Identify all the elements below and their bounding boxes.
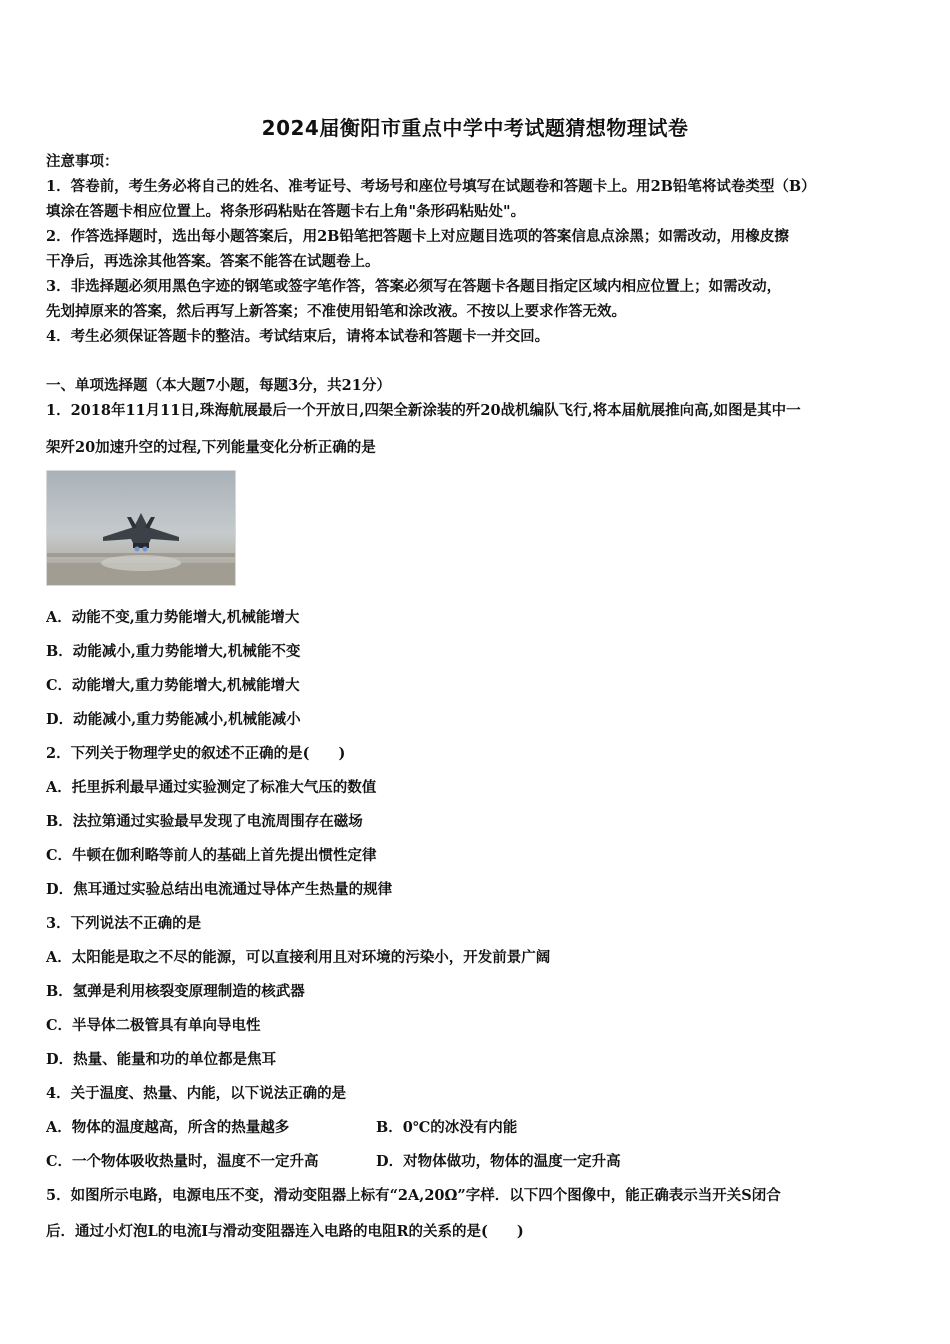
question-1-option-d: D．动能减小,重力势能减小,机械能减小 bbox=[46, 711, 301, 728]
question-1-option-c: C．动能增大,重力势能增大,机械能增大 bbox=[46, 677, 300, 694]
page-title: 2024届衡阳市重点中学中考试题猜想物理试卷 bbox=[261, 116, 689, 140]
question-2-stem: 2．下列关于物理学史的叙述不正确的是( ) bbox=[46, 745, 346, 762]
notice-line: 1．答卷前，考生务必将自己的姓名、准考证号、考场号和座位号填写在试题卷和答题卡上。用2B铅笔将试卷类型（B） bbox=[46, 178, 816, 195]
question-2-option-d: D．焦耳通过实验总结出电流通过导体产生热量的规律 bbox=[46, 881, 393, 898]
fighter-jet-photo bbox=[46, 470, 236, 586]
notice-line: 先划掉原来的答案，然后再写上新答案；不准使用铅笔和涂改液。不按以上要求作答无效。 bbox=[46, 303, 626, 320]
question-1-option-a: A．动能不变,重力势能增大,机械能增大 bbox=[46, 609, 300, 626]
question-1-stem: 1．2018年11月11日,珠海航展最后一个开放日,四架全新涂装的歼20战机编队飞行,将本届航展推向高,如图是其中一 bbox=[46, 402, 801, 419]
question-4-option-c: C．一个物体吸收热量时，温度不一定升高 bbox=[46, 1153, 319, 1170]
question-4-option-b: B．0℃的冰没有内能 bbox=[376, 1119, 518, 1136]
question-3-option-d: D．热量、能量和功的单位都是焦耳 bbox=[46, 1051, 277, 1068]
notice-line: 干净后，再选涂其他答案。答案不能答在试题卷上。 bbox=[46, 253, 380, 270]
question-1-stem: 架歼20加速升空的过程,下列能量变化分析正确的是 bbox=[46, 439, 376, 456]
question-3-option-c: C．半导体二极管具有单向导电性 bbox=[46, 1017, 261, 1034]
notice-line: 填涂在答题卡相应位置上。将条形码粘贴在答题卡右上角"条形码粘贴处"。 bbox=[46, 203, 526, 220]
question-3-option-a: A．太阳能是取之不尽的能源，可以直接利用且对环境的污染小，开发前景广阔 bbox=[46, 949, 551, 966]
question-5-stem: 5．如图所示电路，电源电压不变，滑动变阻器上标有“2A,20Ω”字样．以下四个图像中，能正确表示当开关S闭合 bbox=[46, 1187, 781, 1204]
question-1-option-b: B．动能减小,重力势能增大,机械能不变 bbox=[46, 643, 301, 660]
notice-heading: 注意事项： bbox=[46, 153, 119, 170]
question-3-option-b: B．氢弹是利用核裂变原理制造的核武器 bbox=[46, 983, 305, 1000]
question-5-stem: 后．通过小灯泡L的电流I与滑动变阻器连入电路的电阻R的关系的是( ) bbox=[46, 1223, 524, 1240]
question-4-option-d: D．对物体做功，物体的温度一定升高 bbox=[376, 1153, 621, 1170]
question-3-stem: 3．下列说法不正确的是 bbox=[46, 915, 202, 932]
question-2-option-c: C．牛顿在伽利略等前人的基础上首先提出惯性定律 bbox=[46, 847, 377, 864]
question-2-option-a: A．托里拆利最早通过实验测定了标准大气压的数值 bbox=[46, 779, 377, 796]
question-4-option-a: A．物体的温度越高，所含的热量越多 bbox=[46, 1119, 290, 1136]
question-4-stem: 4．关于温度、热量、内能，以下说法正确的是 bbox=[46, 1085, 347, 1102]
notice-line: 2．作答选择题时，选出每小题答案后，用2B铅笔把答题卡上对应题目选项的答案信息点涂黑；如需改动，用橡皮擦 bbox=[46, 228, 789, 245]
question-2-option-b: B．法拉第通过实验最早发现了电流周围存在磁场 bbox=[46, 813, 363, 830]
notice-line: 3．非选择题必须用黑色字迹的钢笔或签字笔作答，答案必须写在答题卡各题目指定区域内相应位置上；如需改动， bbox=[46, 278, 782, 295]
section-heading: 一、单项选择题（本大题7小题，每题3分，共21分） bbox=[46, 377, 391, 394]
notice-line: 4．考生必须保证答题卡的整洁。考试结束后，请将本试卷和答题卡一并交回。 bbox=[46, 328, 550, 345]
